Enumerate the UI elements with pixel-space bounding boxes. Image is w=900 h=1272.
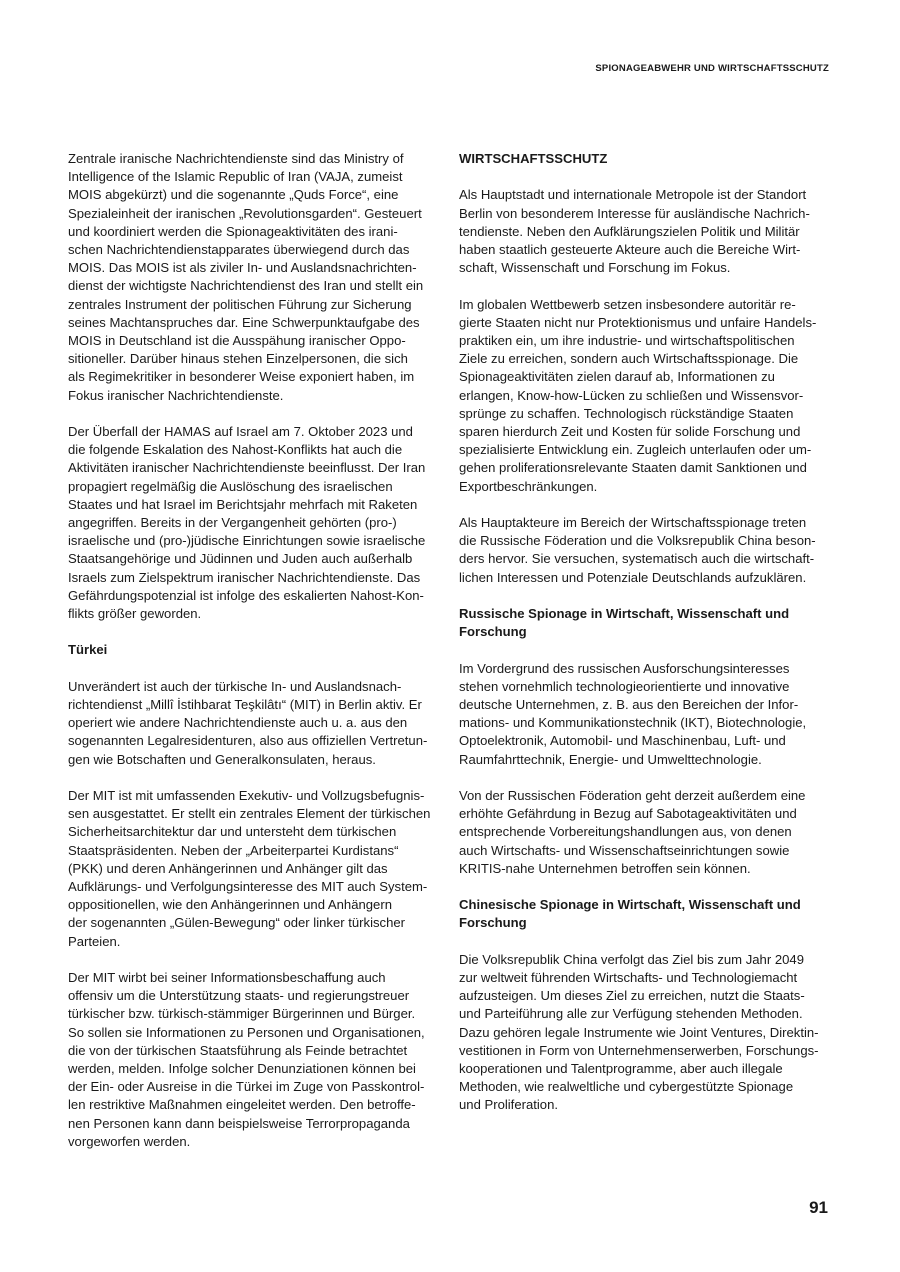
- heading-chinese-espionage: Chinesische Spionage in Wirtschaft, Wissenschaft und Forschung: [459, 897, 801, 931]
- paragraph-hamas-attack: Der Überfall der HAMAS auf Israel am 7. Oktober 2023 und die folgende Eskalation des Nahost-Konflikts hat auch die Aktivitäten iranischer Nachrichtendienste beeinflusst. Der Iran propagiert regelmäßig die Auslöschung des israelischen Staates und hat Israel im Berichtsjahr mehrfach mit Raketen angegriffen. Bereits in der Vergangenheit gehörten (pro-) israelische und (pro-)jüdische Einrichtungen sowie israelische Staatsangehörige und Jüdinnen und Juden auch außerhalb Israels zum Zielspektrum iranischer Nachrichtendienste. Das Gefährdungspotenzial ist infolge des eskalierten Nahost-Kon- flikts größer geworden.: [68, 424, 426, 622]
- paragraph-mit-powers: Der MIT ist mit umfassenden Exekutiv- und Vollzugsbefugnis- sen ausgestattet. Er stellt ein zentrales Element der türkischen Sicherheitsarchitektur dar und untersteht dem türkischen Staatspräsidenten. Neben der „Arbeiterpartei Kurdistans“ (PKK) und deren Anhängerinnen und Anhänger gilt das Aufklärungs- und Verfolgungsinteresse des MIT auch System- oppositionellen, wie den Anhängerinnen und Anhängern der sogenannten „Gülen-Bewegung“ oder linker türkischer Parteien.: [68, 788, 431, 949]
- paragraph-global-competition: Im globalen Wettbewerb setzen insbesondere autoritär re- gierte Staaten nicht nur Protektionismus und unfaire Handels- praktiken ein, um ihre industrie- und wirtschaftspolitischen Ziele zu erreichen, sondern auch Wirtschaftsspionage. Die Spionageaktivitäten zielen darauf ab, Informationen zu erlangen, Know-how-Lücken zu schließen und Wissensvor- sprünge zu schaffen. Technologisch rückständige Staaten sparen hierdurch Zeit und Kosten für solide Forschung und spezialisierte Entwicklung ein. Zugleich unterlaufen oder um- gehen proliferationsrelevante Staaten damit Sanktionen und Exportbeschränkungen.: [459, 296, 817, 494]
- paragraph-main-actors: Als Hauptakteure im Bereich der Wirtschaftsspionage treten die Russische Föderation und die Volksrepublik China beson- ders hervor. Sie versuchen, systematisch auch die wirtschaft- lichen Interessen und Potenziale Deutschlands aufzuklären.: [459, 515, 816, 585]
- page-number: 91: [809, 1198, 828, 1217]
- heading-tuerkei: Türkei: [68, 642, 108, 658]
- heading-russian-espionage: Russische Spionage in Wirtschaft, Wissenschaft und Forschung: [459, 606, 790, 640]
- paragraph-mit-berlin: Unverändert ist auch der türkische In- und Auslandsnach- richtendienst „Millî İstihbarat Teşkilâtı“ (MIT) in Berlin aktiv. Er operiert wie andere Nachrichtendienste auch u. a. aus den sogenannten Legalresidenturen, also aus offiziellen Vertretun- gen wie Botschaften und Generalkonsulaten, heraus.: [68, 678, 428, 767]
- running-title: SPIONAGEABWEHR UND WIRTSCHAFTSSCHUTZ: [595, 63, 829, 74]
- paragraph-berlin-interest: Als Hauptstadt und internationale Metropole ist der Standort Berlin von besonderem Interesse für ausländische Nachrich- tendienste. Neben den Aufklärungszielen Politik und Militär haben staatlich gesteuerte Akteure auch die Bereiche Wirt- schaft, Wissenschaft und Forschung im Fokus.: [459, 187, 810, 276]
- heading-wirtschaftsschutz: WIRTSCHAFTSSCHUTZ: [459, 151, 608, 166]
- paragraph-chinese-goals: Die Volksrepublik China verfolgt das Ziel bis zum Jahr 2049 zur weltweit führenden Wirtschafts- und Technologiemacht aufzusteigen. Um dieses Ziel zu erreichen, nutzt die Staats- und Parteiführung alle zur Verfügung stehenden Methoden. Dazu gehören legale Instrumente wie Joint Ventures, Direktin- vestitionen in Form von Unternehmenserwerben, Forschungs- kooperationen und Talentprogramme, aber auch illegale Methoden, wie realweltliche und cybergestützte Spionage und Proliferation.: [459, 951, 819, 1113]
- left-column: [68, 150, 438, 1169]
- paragraph-mit-recruitment: Der MIT wirbt bei seiner Informationsbeschaffung auch offensiv um die Unterstützung staats- und regierungstreuer türkischer bzw. türkisch-stämmiger Bürgerinnen und Bürger. So sollen sie Informationen zu Personen und Organisationen, die von der türkischen Staatsführung als Feinde betrachtet werden, melden. Infolge solcher Denunziationen können bei der Ein- oder Ausreise in die Türkei im Zuge von Passkontrol- len restriktive Maßnahmen eingeleitet werden. Den betroffe- nen Personen kann dann beispielsweise Terrorpropaganda vorgeworfen werden.: [68, 970, 425, 1149]
- paragraph-russian-sabotage: Von der Russischen Föderation geht derzeit außerdem eine erhöhte Gefährdung in Bezug auf Sabotageaktivitäten und entsprechende Vorbereitungshandlungen aus, von denen auch Wirtschafts- und Wissenschaftseinrichtungen sowie KRITIS-nahe Unternehmen betroffen sein können.: [459, 788, 806, 876]
- paragraph-iran-services: Zentrale iranische Nachrichtendienste sind das Ministry of Intelligence of the Islamic Republic of Iran (VAJA, zumeist MOIS abgekürzt) und die sogenannte „Quds Force“, eine Spezialeinheit der iranischen „Revolutionsgarden“. Gesteuert und koordiniert werden die Spionageaktivitäten des irani- schen Nachrichtendienstapparates überwiegend durch das MOIS. Das MOIS ist als ziviler In- und Auslandsnachrichten- dienst der wichtigste Nachrichtendienst des Iran und stellt ein zentrales Instrument der politischen Führung zur Sicherung seines Machtanspruches dar. Eine Schwerpunktaufgabe des MOIS in Deutschland ist die Ausspähung iranischer Oppo- sitioneller. Darüber hinaus stehen Einzelpersonen, die sich als Regimekritiker in besonderer Weise exponiert haben, im Fokus iranischer Nachrichtendienste.: [68, 151, 424, 403]
- right-column: [459, 150, 829, 1133]
- paragraph-russian-targets: Im Vordergrund des russischen Ausforschungsinteresses stehen vornehmlich technologieorientierte und innovative deutsche Unternehmen, z. B. aus den Bereichen der Infor- mations- und Kommunikationstechnik (IKT), Biotechnologie, Optoelektronik, Automobil- und Maschinenbau, Luft- und Raumfahrttechnik, Energie- und Umwelttechnologie.: [459, 660, 807, 767]
